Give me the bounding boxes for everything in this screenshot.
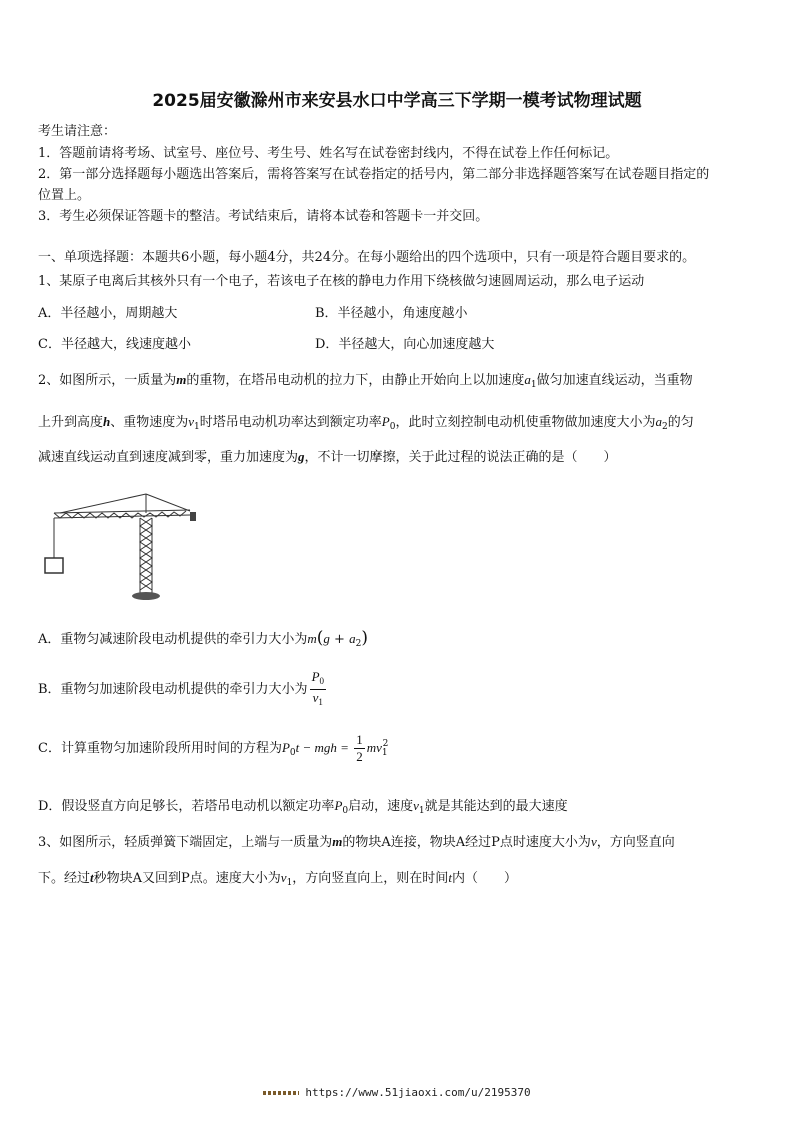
q2-option-a-paren-close: ): [361, 628, 368, 648]
q2-option-a-g: g: [323, 631, 330, 646]
q2-option-c-equation: t − mgh =: [295, 740, 353, 755]
q3-velocity1-sub: 1: [286, 878, 293, 888]
q2-option-d-text1: D．假设竖直方向足够长，若塔吊电动机以额定功率: [38, 799, 335, 814]
q3-time2-symbol: t: [448, 870, 452, 885]
q2-option-c: [38, 732, 388, 765]
notice-item-3: 3．考生必须保证答题卡的整洁。考试结束后，请将本试卷和答题卡一并交回。: [38, 209, 489, 224]
q2-option-b-den-sub: 1: [318, 697, 323, 707]
q3-text: 内（ ）: [451, 871, 517, 886]
q2-option-c-v-sub: 1: [381, 748, 388, 758]
q2-power-sub: 0: [389, 422, 396, 432]
q2-accel2-sub: 2: [662, 422, 668, 432]
q2-option-c-P: P: [281, 740, 290, 755]
q2-option-b-text: B．重物匀加速阶段电动机提供的牵引力大小为: [38, 682, 308, 697]
q3-stem-line2: [38, 867, 517, 888]
q2-accel-symbol: a: [524, 372, 531, 387]
q2-option-c-num: 1: [356, 732, 363, 747]
q2-velocity-sub: 1: [194, 422, 200, 432]
q2-accel-sub: 1: [530, 380, 537, 390]
q3-stem-line1: [38, 831, 675, 850]
q2-option-b-den: v: [312, 690, 319, 705]
footer-link[interactable]: https://www.51jiaoxi.com/u/2195370: [305, 1086, 531, 1099]
exam-title: 2025届安徽滁州市来安县水口中学高三下学期一模考试物理试题: [152, 91, 642, 111]
q2-option-c-mv: mv: [366, 740, 382, 755]
q3-text: 的物块A连接，物块A经过P点时速度大小为: [342, 835, 591, 850]
q2-stem-line3: [38, 446, 617, 465]
q2-option-a-m: m: [307, 631, 317, 646]
q2-option-d-P: P: [334, 798, 343, 813]
q2-accel2-symbol: a: [655, 414, 662, 429]
q2-stem-line1: [38, 369, 693, 390]
q2-option-c-text: C．计算重物匀加速阶段所用时间的方程为: [38, 741, 282, 756]
q1-option-d: D．半径越大，向心加速度越大: [315, 337, 495, 352]
q1-stem: 1、某原子电离后其核外只有一个电子，若该电子在核的静电力作用下绕核做匀速圆周运动，那么电子运动: [38, 274, 645, 289]
notice-item-2: 2．第一部分选择题每小题选出答案后，需将答案写在试卷指定的括号内，第二部分非选择题答案写在试卷题目指定的: [38, 167, 710, 182]
q2-option-a-a: a: [349, 631, 356, 646]
q2-option-a-text: A．重物匀减速阶段电动机提供的牵引力大小为: [38, 632, 308, 647]
q2-power-symbol: P: [381, 414, 390, 429]
q2-gravity-symbol: g: [298, 449, 305, 464]
q2-text: 2、如图所示，一质量为: [38, 373, 177, 388]
q2-option-b-fraction: [310, 669, 326, 710]
q2-option-c-v-sup: 2: [382, 739, 389, 749]
q2-option-c-den: 2: [356, 749, 363, 764]
q2-option-a: [38, 628, 368, 649]
q2-stem-line2: [38, 411, 694, 432]
tower-crane-figure: [40, 488, 210, 603]
q2-mass-symbol: m: [176, 372, 187, 387]
q3-text: 下。经过: [38, 871, 91, 886]
q2-option-d: [38, 795, 568, 816]
q2-height-symbol: h: [103, 414, 111, 429]
q2-velocity-symbol: v: [188, 414, 195, 429]
q2-text: 的重物，在塔吊电动机的拉力下，由静止开始向上以加速度: [186, 373, 525, 388]
q2-text: ，不计一切摩擦，关于此过程的说法正确的是（ ）: [304, 450, 617, 465]
q2-option-a-a-sub: 2: [355, 639, 362, 649]
section-header: 一、单项选择题：本题共6小题，每小题4分，共24分。在每小题给出的四个选项中，只有一项是符合题目要求的。: [38, 250, 696, 265]
q2-option-a-paren-open: (: [316, 628, 324, 648]
q1-option-a: A．半径越小，周期越大: [38, 306, 178, 321]
q2-option-b: [38, 669, 328, 710]
q1-option-c: C．半径越大，线速度越小: [38, 337, 191, 352]
q2-option-c-P-sub: 0: [289, 748, 296, 758]
q1-option-b: B．半径越小，角速度越小: [315, 306, 468, 321]
q2-text: 上升到高度: [38, 415, 104, 430]
q2-option-d-P-sub: 0: [342, 806, 349, 816]
q2-text: 时塔吊电动机功率达到额定功率: [199, 415, 382, 430]
q2-option-d-text3: 就是其能达到的最大速度: [424, 799, 568, 814]
footer-url[interactable]: [0, 1086, 794, 1099]
q3-text: ，方向竖直向: [596, 835, 675, 850]
q2-text: 的匀: [667, 415, 694, 430]
q2-option-d-v: v: [413, 798, 419, 813]
q3-mass-symbol: m: [332, 834, 343, 849]
q2-option-d-text2: 启动，速度: [348, 799, 414, 814]
q2-option-a-plus: +: [329, 632, 350, 647]
q2-text: ，此时立刻控制电动机使重物做加速度大小为: [395, 415, 656, 430]
notice-heading: 考生请注意：: [38, 124, 117, 139]
site-stamp-icon: [263, 1091, 299, 1095]
q2-option-c-fraction: [354, 732, 365, 765]
q2-text: 做匀加速直线运动，当重物: [536, 373, 693, 388]
q3-time-symbol: t: [90, 870, 94, 885]
q3-text: ，方向竖直向上，则在时间: [292, 871, 449, 886]
q2-option-d-v-sub: 1: [418, 806, 425, 816]
q2-option-b-num-sub: 0: [319, 676, 325, 686]
q3-velocity1-symbol: v: [280, 870, 287, 885]
q2-text: 减速直线运动直到速度减到零，重力加速度为: [38, 450, 299, 465]
q3-velocity-symbol: v: [590, 834, 597, 849]
q2-option-b-num: P: [311, 669, 320, 684]
q2-text: 、重物速度为: [110, 415, 189, 430]
q3-text: 秒物块A又回到P点。速度大小为: [93, 871, 281, 886]
q3-text: 3、如图所示，轻质弹簧下端固定，上端与一质量为: [38, 835, 333, 850]
notice-item-2-cont: 位置上。: [38, 188, 91, 203]
notice-item-1: 1．答题前请将考场、试室号、座位号、考生号、姓名写在试卷密封线内，不得在试卷上作任何标记。: [38, 146, 619, 161]
